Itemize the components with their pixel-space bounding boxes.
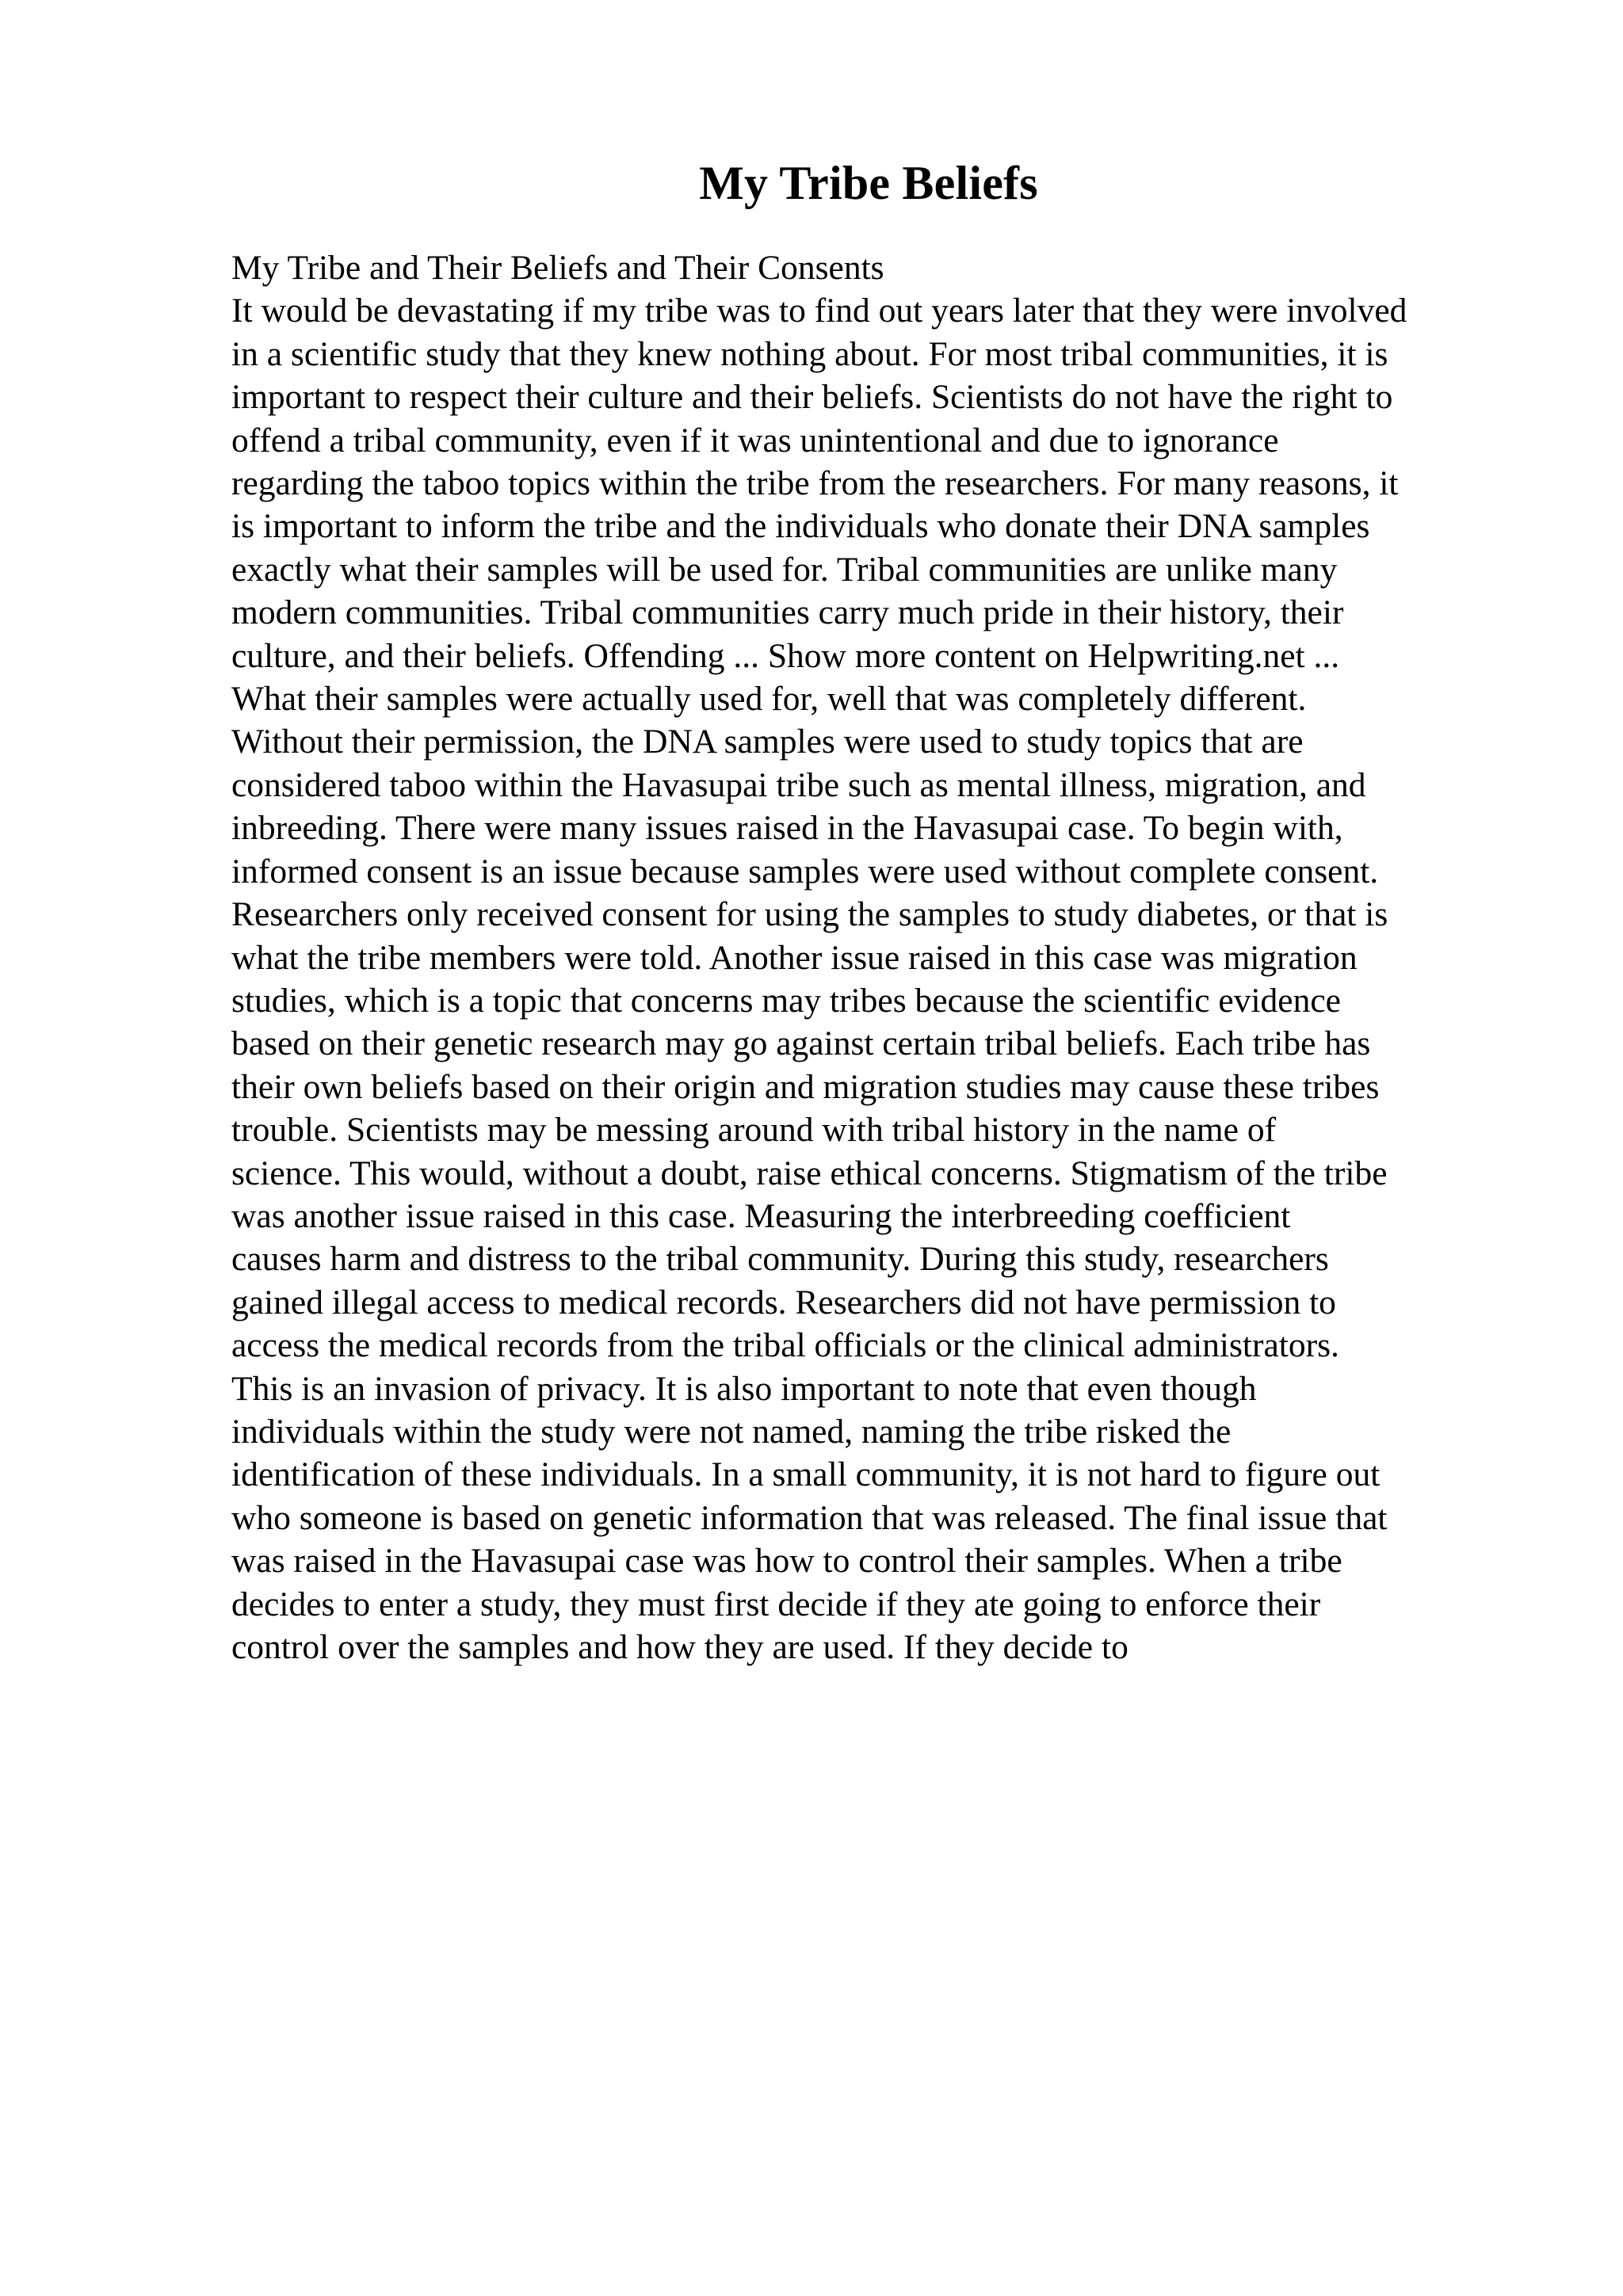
- body-line: who someone is based on genetic information that was released. The final issue that: [231, 1498, 1388, 1537]
- body-line: It would be devastating if my tribe was to find out years later that they were involved: [231, 292, 1407, 330]
- body-line: culture, and their beliefs. Offending ... Show more content on Helpwriting.net ...: [231, 636, 1340, 675]
- body-line: individuals within the study were not named, naming the tribe risked the: [231, 1412, 1232, 1451]
- body-line: access the medical records from the tribal officials or the clinical administrators.: [231, 1326, 1339, 1365]
- body-line: exactly what their samples will be used for. Tribal communities are unlike many: [231, 550, 1338, 589]
- body-line: offend a tribal community, even if it was unintentional and due to ignorance: [231, 421, 1279, 460]
- document-body: [231, 246, 1499, 1669]
- body-line: what the tribe members were told. Another issue raised in this case was migration: [231, 938, 1358, 977]
- body-line: control over the samples and how they are used. If they decide to: [231, 1628, 1128, 1666]
- body-line: My Tribe and Their Beliefs and Their Consents: [231, 249, 884, 287]
- body-line: Without their permission, the DNA samples were used to study topics that are: [231, 723, 1304, 761]
- body-line: informed consent is an issue because samples were used without complete consent.: [231, 852, 1379, 891]
- body-line: inbreeding. There were many issues raised in the Havasupai case. To begin with,: [231, 809, 1343, 848]
- body-line: was raised in the Havasupai case was how to control their samples. When a tribe: [231, 1542, 1342, 1581]
- body-line: based on their genetic research may go against certain tribal beliefs. Each tribe has: [231, 1024, 1371, 1063]
- body-line: identification of these individuals. In a small community, it is not hard to figure out: [231, 1455, 1381, 1494]
- body-line: important to respect their culture and their beliefs. Scientists do not have the right to: [231, 378, 1393, 417]
- document-title: My Tribe Beliefs: [699, 157, 1038, 209]
- body-line: trouble. Scientists may be messing around with tribal history in the name of: [231, 1111, 1277, 1150]
- body-line: decides to enter a study, they must first decide if they ate going to enforce their: [231, 1585, 1321, 1623]
- body-line: This is an invasion of privacy. It is also important to note that even though: [231, 1369, 1257, 1408]
- body-line: their own beliefs based on their origin and migration studies may cause these tribes: [231, 1067, 1380, 1106]
- body-line: modern communities. Tribal communities carry much pride in their history, their: [231, 593, 1344, 632]
- body-line: Researchers only received consent for using the samples to study diabetes, or that is: [231, 895, 1388, 934]
- body-line: science. This would, without a doubt, raise ethical concerns. Stigmatism of the tribe: [231, 1154, 1388, 1192]
- body-line: studies, which is a topic that concerns may tribes because the scientific evidence: [231, 981, 1341, 1020]
- body-line: causes harm and distress to the tribal community. During this study, researchers: [231, 1240, 1329, 1279]
- body-line: What their samples were actually used for, well that was completely different.: [231, 680, 1307, 719]
- body-line: in a scientific study that they knew nothing about. For most tribal communities, it is: [231, 334, 1388, 373]
- body-line: was another issue raised in this case. Measuring the interbreeding coefficient: [231, 1196, 1291, 1235]
- body-line: considered taboo within the Havasupai tribe such as mental illness, migration, and: [231, 765, 1366, 804]
- body-line: gained illegal access to medical records. Researchers did not have permission to: [231, 1283, 1336, 1322]
- body-line: regarding the taboo topics within the tribe from the researchers. For many reasons, it: [231, 464, 1399, 503]
- body-line: is important to inform the tribe and the individuals who donate their DNA samples: [231, 507, 1370, 546]
